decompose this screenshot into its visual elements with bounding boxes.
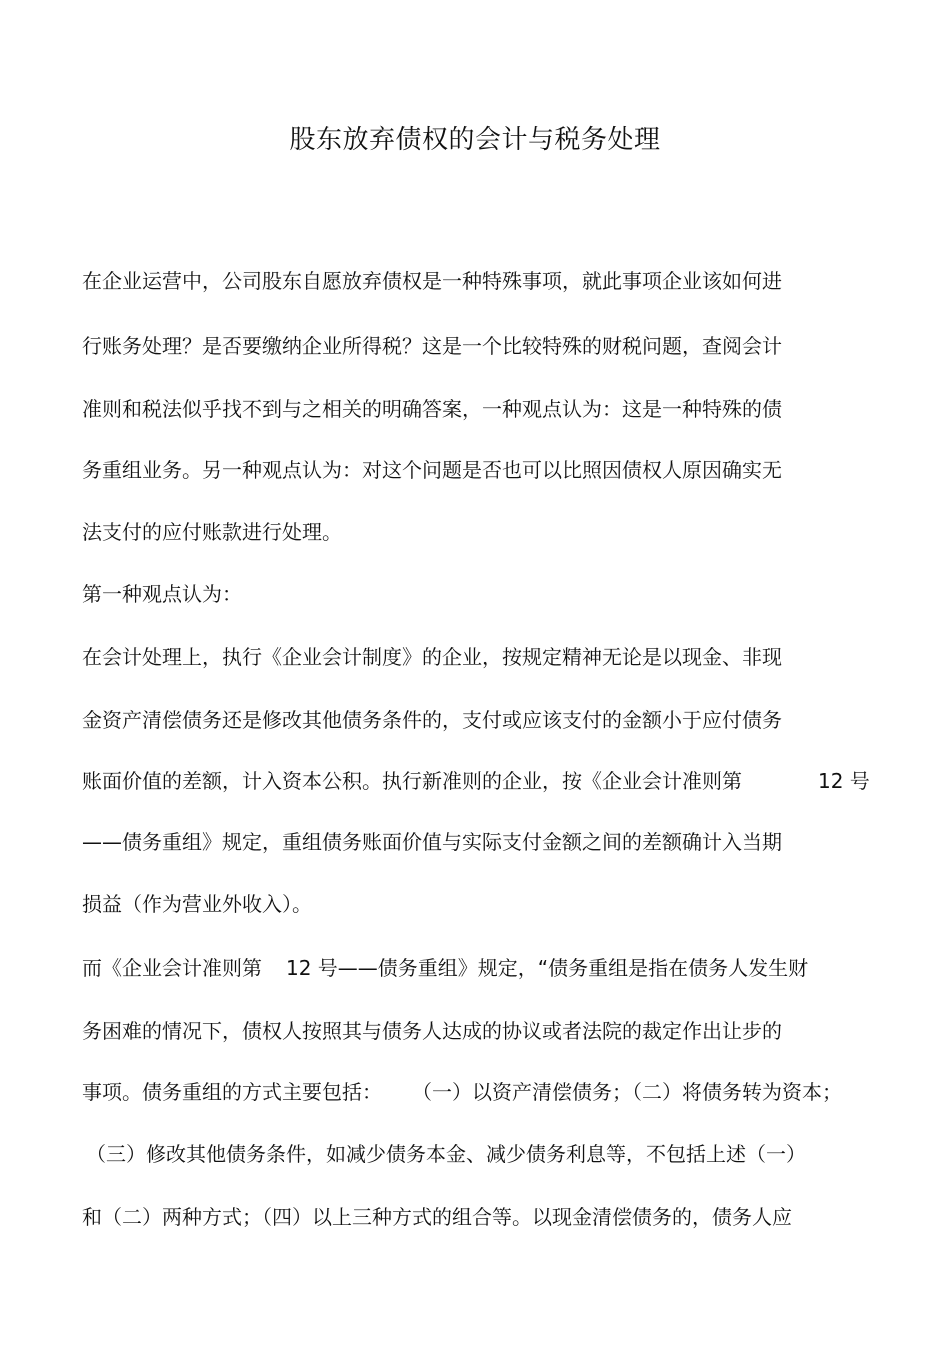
paragraph-line: 而《企业会计准则第 (82, 956, 262, 980)
paragraph-line-fragment: 12 号 (818, 769, 870, 793)
paragraph-line: 金资产清偿债务还是修改其他债务条件的，支付或应该支付的金额小于应付债务 (82, 708, 782, 732)
paragraph-line: 务重组业务。另一种观点认为：对这个问题是否也可以比照因债权人原因确实无 (82, 458, 782, 482)
paragraph-line: 法支付的应付账款进行处理。 (82, 520, 342, 544)
section-heading: 第一种观点认为： (82, 582, 242, 606)
paragraph-line: 损益（作为营业外收入）。 (82, 892, 312, 916)
paragraph-line: 在会计处理上，执行《企业会计制度》的企业，按规定精神无论是以现金、非现 (82, 645, 782, 669)
paragraph-line: （三）修改其他债务条件，如减少债务本金、减少债务利息等，不包括上述（一） (86, 1142, 806, 1166)
paragraph-line: 和（二）两种方式；（四）以上三种方式的组合等。以现金清偿债务的，债务人应 (82, 1205, 792, 1229)
paragraph-line: 行账务处理？是否要缴纳企业所得税？这是一个比较特殊的财税问题，查阅会计 (82, 334, 782, 358)
paragraph-line: 事项。债务重组的方式主要包括： (82, 1080, 382, 1104)
document-title: 股东放弃债权的会计与税务处理 (289, 125, 661, 155)
paragraph-line: ——债务重组》规定，重组债务账面价值与实际支付金额之间的差额确计入当期 (82, 830, 782, 854)
paragraph-line: 准则和税法似乎找不到与之相关的明确答案，一种观点认为：这是一种特殊的债 (82, 397, 782, 421)
paragraph-line: 账面价值的差额，计入资本公积。执行新准则的企业，按《企业会计准则第 (82, 769, 742, 793)
paragraph-line: 在企业运营中，公司股东自愿放弃债权是一种特殊事项，就此事项企业该如何进 (82, 269, 782, 293)
paragraph-line-fragment: 12 号——债务重组》规定，“债务重组是指在债务人发生财 (286, 956, 809, 980)
paragraph-line: 务困难的情况下，债权人按照其与债务人达成的协议或者法院的裁定作出让步的 (82, 1019, 782, 1043)
paragraph-line-fragment: （一）以资产清偿债务；（二）将债务转为资本； (412, 1080, 842, 1104)
